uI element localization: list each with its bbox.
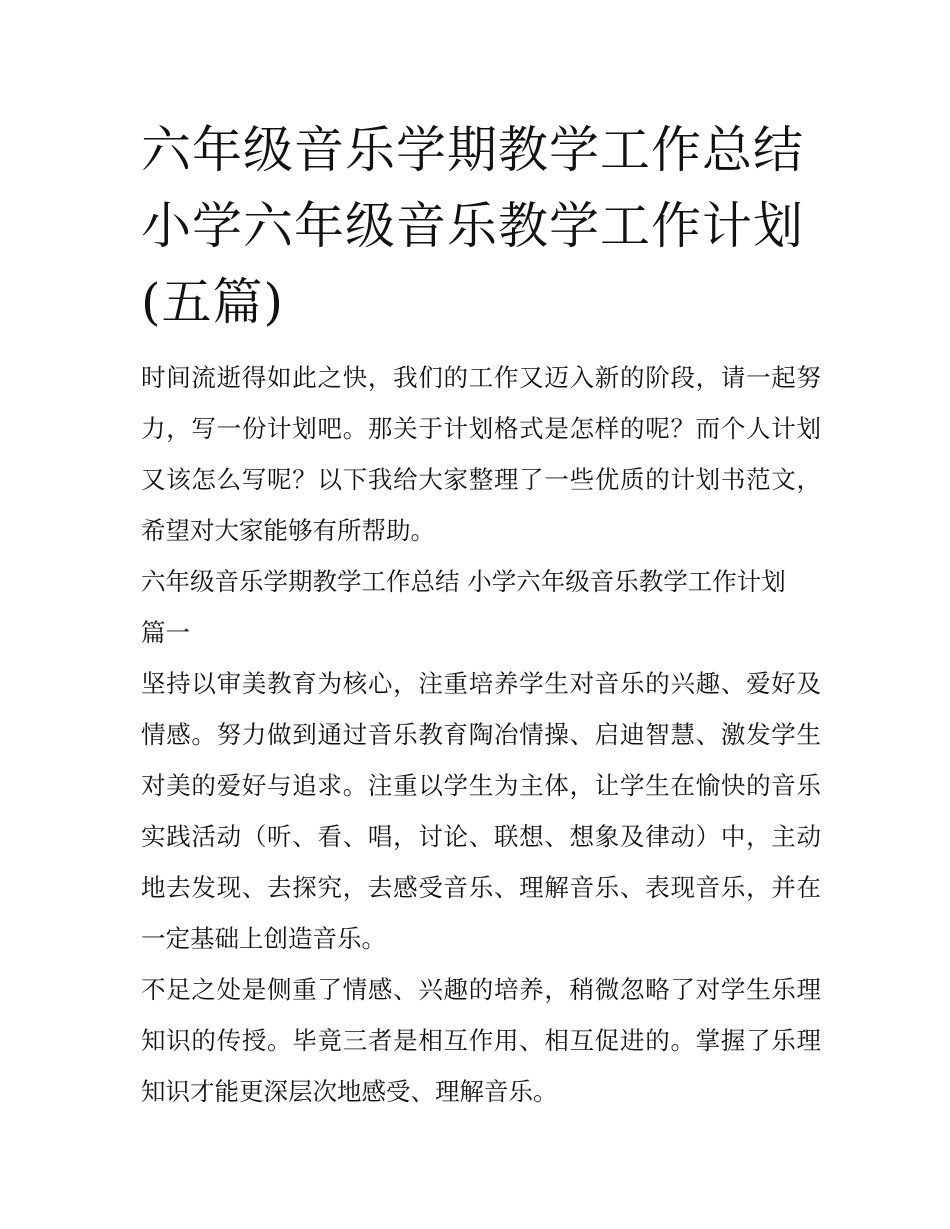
document-page: [141, 112, 821, 1117]
section-heading-line: 六年级音乐学期教学工作总结 小学六年级音乐教学工作计划: [141, 567, 786, 596]
body-paragraph: 坚持以审美教育为核心，注重培养学生对音乐的兴趣、爱好及情感。努力做到通过音乐教育陶冶情操、启迪智慧、激发学生对美的爱好与追求。注重以学生为主体，让学生在愉快的音乐实践活动（听、看、唱，讨论、联想、想象及律动）中，主动地去发现、去探究，去感受音乐、理解音乐、表现音乐，并在一定基础上创造音乐。: [141, 669, 821, 953]
body-paragraph: 不足之处是侧重了情感、兴趣的培养，稍微忽略了对学生乐理知识的传授。毕竟三者是相互作用、相互促进的。掌握了乐理知识才能更深层次地感受、理解音乐。: [141, 975, 821, 1106]
title-line: 小学六年级音乐教学工作计划: [141, 197, 804, 255]
title-line: 六年级音乐学期教学工作总结: [141, 121, 804, 179]
section-heading-line: 篇一: [141, 618, 190, 647]
title-line: (五篇): [141, 273, 285, 331]
intro-paragraph: 时间流逝得如此之快，我们的工作又迈入新的阶段，请一起努力，写一份计划吧。那关于计划格式是怎样的呢？而个人计划又该怎么写呢？以下我给大家整理了一些优质的计划书范文，希望对大家能够有所帮助。: [141, 363, 821, 545]
document-title: [141, 112, 821, 340]
document-body: [141, 352, 821, 1117]
section-heading: [141, 556, 821, 658]
